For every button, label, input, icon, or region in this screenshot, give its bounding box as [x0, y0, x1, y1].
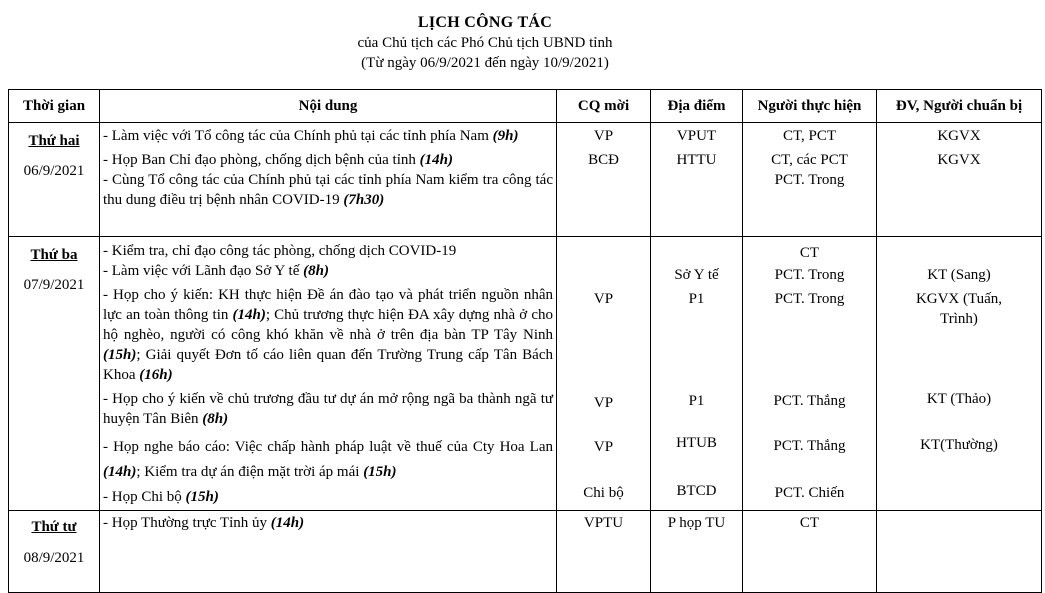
- content-cell: [100, 123, 557, 237]
- cell-value: PCT. Thắng: [773, 393, 846, 409]
- col-header-time: Thời gian: [9, 90, 100, 123]
- col-header-inviter: CQ mời: [557, 90, 651, 123]
- cell-value: PCT. Chiến: [774, 485, 845, 501]
- document-subtitle: của Chủ tịch các Phó Chủ tịch UBND tỉnh: [357, 35, 613, 51]
- table-row-tuesday: [9, 237, 1042, 511]
- list-item: - Họp nghe báo cáo: Việc chấp hành pháp luật về thuế của Cty Hoa Lan (14h); Kiểm tra dự án điện mặt trời áp mái (15h): [103, 439, 553, 480]
- preparer-cell: [877, 511, 1042, 593]
- cell-value: KT(Thường): [920, 437, 998, 453]
- performer-cell: [743, 123, 877, 237]
- cell-value: CT, các PCT: [771, 152, 848, 168]
- cell-value: CT: [799, 245, 820, 261]
- cell-value: CT: [799, 515, 820, 531]
- performer-cell: [743, 511, 877, 593]
- col-header-content: Nội dung: [100, 90, 557, 123]
- cell-value: PCT. Thắng: [773, 438, 846, 454]
- list-item: - Kiểm tra, chỉ đạo công tác phòng, chống dịch COVID-19: [103, 243, 457, 259]
- cell-value: P họp TU: [667, 515, 726, 531]
- table-row-monday: [9, 123, 1042, 237]
- table-header-row: [9, 90, 1042, 123]
- inviter-cell: [557, 123, 651, 237]
- cell-value: Trình): [940, 311, 978, 327]
- list-item: - Họp Chi bộ (15h): [103, 489, 219, 505]
- preparer-cell: [877, 237, 1042, 511]
- day-name: Thứ tư: [31, 519, 77, 535]
- cell-value: BCĐ: [588, 152, 619, 168]
- list-item: - Họp Thường trực Tỉnh ủy (14h): [103, 515, 305, 531]
- cell-value: Sở Y tế: [674, 267, 719, 283]
- cell-value: VP: [593, 439, 614, 455]
- cell-value: VPTU: [583, 515, 624, 531]
- cell-value: VP: [593, 128, 614, 144]
- location-cell: [651, 123, 743, 237]
- col-header-preparer: ĐV, Người chuẩn bị: [877, 90, 1042, 123]
- list-item: - Họp cho ý kiến: KH thực hiện Đề án đào tạo và phát triển nguồn nhân lực an toàn thông tin (14h); Chủ trương thực hiện ĐA xây dựng nhà ở cho hộ nghèo, người có công khó khăn về nhà ở trên địa bàn TP Tây Ninh (15h); Giải quyết Đơn tố cáo liên quan đến Trường Trung cấp Tân Bách Khoa (16h): [103, 287, 553, 383]
- col-header-location: Địa điểm: [651, 90, 743, 123]
- list-item: - Cùng Tổ công tác của Chính phủ tại các tỉnh phía Nam kiểm tra công tác thu dung điều trị bệnh nhân COVID-19 (7h30): [103, 172, 553, 208]
- date-range: (Từ ngày 06/9/2021 đến ngày 10/9/2021): [361, 55, 609, 71]
- table-row-wednesday: [9, 511, 1042, 593]
- day-cell: [9, 511, 100, 593]
- cell-value: PCT. Trong: [774, 267, 845, 283]
- cell-value: P1: [688, 291, 705, 307]
- content-cell: [100, 237, 557, 511]
- list-item: - Làm việc với Lãnh đạo Sở Y tế (8h): [103, 263, 329, 279]
- cell-value: BTCD: [676, 483, 717, 499]
- cell-value: HTUB: [676, 435, 717, 451]
- day-name: Thứ ba: [30, 247, 78, 263]
- list-item: - Họp Ban Chỉ đạo phòng, chống dịch bệnh của tỉnh (14h): [103, 152, 453, 168]
- cell-value: VP: [593, 395, 614, 411]
- cell-value: Chi bộ: [583, 485, 624, 501]
- document-title: LỊCH CÔNG TÁC: [417, 14, 553, 31]
- cell-value: KGVX: [937, 152, 981, 168]
- inviter-cell: [557, 237, 651, 511]
- day-date: 08/9/2021: [23, 550, 85, 566]
- day-date: 07/9/2021: [23, 277, 85, 293]
- cell-value: PCT. Trong: [774, 291, 845, 307]
- cell-value: VPUT: [676, 128, 717, 144]
- performer-cell: [743, 237, 877, 511]
- preparer-cell: [877, 123, 1042, 237]
- col-header-performer: Người thực hiện: [743, 90, 877, 123]
- list-item: - Làm việc với Tổ công tác của Chính phủ tại các tỉnh phía Nam (9h): [103, 128, 519, 144]
- inviter-cell: [557, 511, 651, 593]
- cell-value: HTTU: [676, 152, 717, 168]
- content-cell: [100, 511, 557, 593]
- day-cell: [9, 123, 100, 237]
- cell-value: KGVX (Tuấn,: [915, 291, 1003, 307]
- cell-value: KT (Sang): [927, 267, 991, 283]
- cell-value: VP: [593, 291, 614, 307]
- cell-value: CT, PCT: [782, 128, 837, 144]
- location-cell: [651, 511, 743, 593]
- cell-value: KT (Thảo): [926, 391, 992, 407]
- list-item: - Họp cho ý kiến về chủ trương đầu tư dự án mở rộng ngã ba thành ngã tư huyện Tân Biên (8h): [103, 391, 553, 427]
- cell-value: P1: [688, 393, 705, 409]
- cell-value: PCT. Trong: [774, 172, 845, 188]
- day-cell: [9, 237, 100, 511]
- schedule-table: [8, 89, 1042, 593]
- location-cell: [651, 237, 743, 511]
- day-name: Thứ hai: [28, 133, 80, 149]
- cell-value: KGVX: [937, 128, 981, 144]
- day-date: 06/9/2021: [23, 163, 85, 179]
